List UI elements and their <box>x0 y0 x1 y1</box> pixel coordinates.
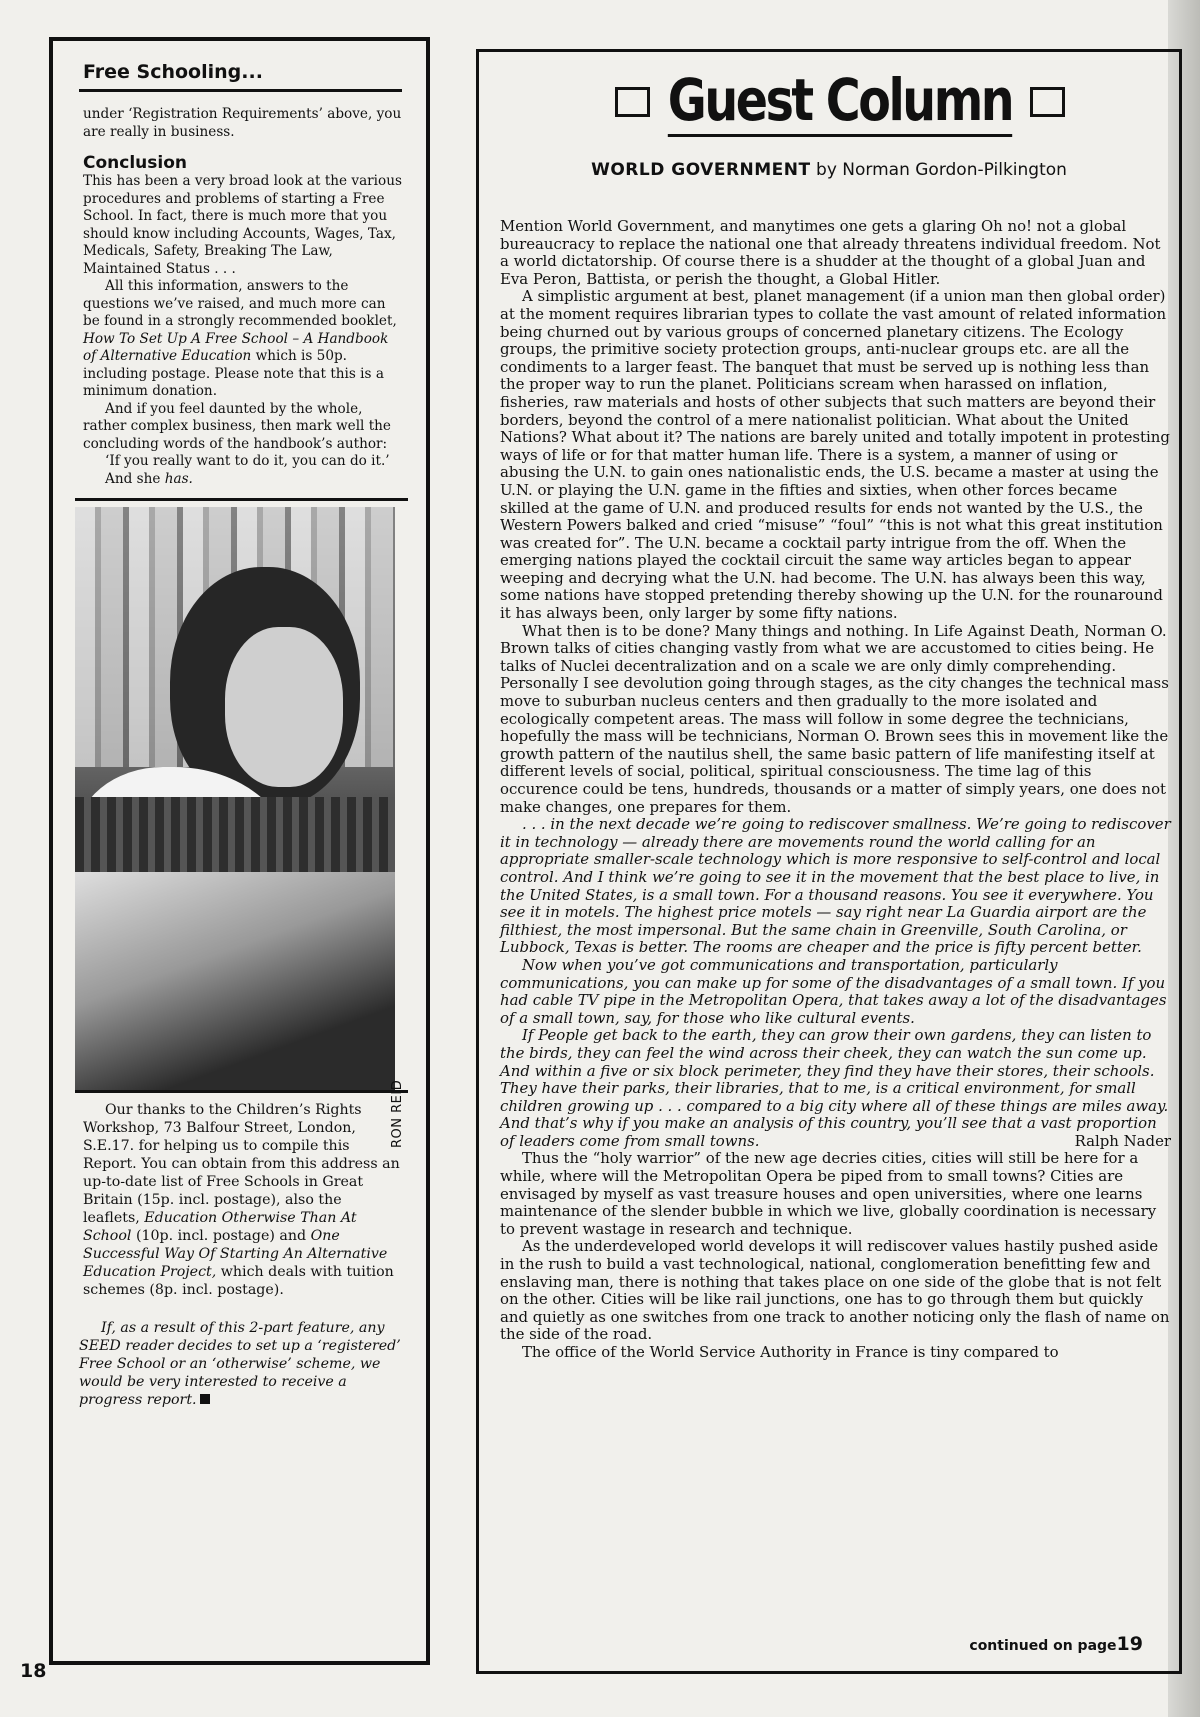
photo-bottom-rule <box>75 1090 408 1093</box>
title-box-right <box>1030 87 1065 117</box>
booklet-paragraph: All this information, answers to the questions we’ve raised, and much more can be found in a strongly recommended booklet, How To Set Up A Free School – A Handbook of Alternative Education which is 50p. including postage. Please note that this is a minimum donation. <box>83 278 397 399</box>
article-paragraph: As the underdeveloped world develops it will rediscover values hastily pushed aside in the rush to build a vast technological, national, conglomeration benefitting few and enslaving man, there is nothing that takes place on one side of the globe that is not felt on the other. Cities will be like rail junctions, one has to go through them but quickly and quietly as one switches from one track to another noticing only the flash of name on the side of the road. <box>500 1237 1170 1344</box>
closing-line: And she has. <box>105 470 193 487</box>
sidebar-box <box>49 37 430 1665</box>
conclusion-heading: Conclusion <box>83 153 187 173</box>
article-paragraph: What then is to be done? Many things and nothing. In Life Against Death, Norman O. Brown talks of cities changing vastly from what we are accustomed to cities being. He talks of Nuclei decentralization and on a scale we are only dimly comprehending. Personally I see devolution going through stages, as the city changes the technical mass move to suburban nucleus centers and then gradually to the more isolated and ecologically competent areas. The mass will follow in some degree the technicians, hopefully the mass will be technicians, Norman O. Brown sees this in movement like the growth pattern of the nautilus shell, the same basic pattern of life manifesting itself at different levels of social, political, spiritual consciousness. The time lag of this occurence could be tens, hundreds, thousands or a matter of simply years, one does not make changes, one prepares for them. <box>500 621 1169 816</box>
daunted-paragraph: And if you feel daunted by the whole, rather complex business, then mark well the concluding words of the handbook’s author: <box>83 400 391 452</box>
column-title <box>615 64 1065 139</box>
sidebar-intro: under ‘Registration Requirements’ above, you are really in business. <box>83 106 402 140</box>
article-body <box>500 218 1171 1362</box>
progress-report-note: If, as a result of this 2-part feature, any SEED reader decides to set up a ‘registered’ Free School or an ‘otherwise’ scheme, we would be very interested to receive a progress report. <box>79 1320 401 1408</box>
child-photo <box>75 507 395 1090</box>
guest-column-box <box>476 49 1182 1674</box>
conclusion-paragraph: This has been a very broad look at the various procedures and problems of starting a Free School. In fact, there is much more that you should know including Accounts, Wages, Tax, Medicals, Safety, Breaking The Law, Maintained Status . . . <box>83 173 402 277</box>
continued-link[interactable]: continued on page19 <box>969 1633 1143 1655</box>
byline: WORLD GOVERNMENT by Norman Gordon-Pilkington <box>591 160 1067 180</box>
quote-paragraph: If People get back to the earth, they can grow their own gardens, they can listen to the birds, they can feel the wind across their cheek, they can watch the sun come up. And within a five or six block perimeter, they find they have their stores, their schools. They have their parks, their libraries, that to me, is a critical environment, for small children growing up . . . compared to a big city where all of these things are miles away. And that’s why if you make an analysis of this country, you’ll see that a vast proportion of leaders come from small towns. <box>500 1026 1169 1150</box>
thanks-paragraph: Our thanks to the Children’s Rights Workshop, 73 Balfour Street, London, S.E.17. for helping us to compile this Report. You can obtain from this address an up-to-date list of Free Schools in Great Britain (15p. incl. postage), also the leaflets, Education Otherwise Than At School (10p. incl. postage) and One Successful Way Of Starting An Alternative Education Project, which deals with tuition schemes (8p. incl. postage). <box>83 1102 400 1298</box>
sidebar-heading: Free Schooling... <box>83 61 263 83</box>
title-box-left <box>615 87 650 117</box>
article-paragraph: A simplistic argument at best, planet management (if a union man then global order) at the moment requires librarian types to collate the vast amount of related information being churned out by various groups of concerned planetary citizens. The Ecology groups, the primitive society protection groups, anti-nuclear groups etc. are all the condiments to a larger feast. The banquet that must be served up is nothing less than the proper way to run the planet. Politicians scream when harassed on inflation, fisheries, raw materials and hosts of other subjects that such matters are beyond their borders, beyond the control of a mere nationalist politician. What about the United Nations? What about it? The nations are barely united and totally impotent in protesting ways of life or for that matter human life. There is a system, a manner of using or abusing the U.N. to gain ones nationalistic ends, the U.S. became a master at using the U.N. or playing the U.N. game in the fifties and sixties, when other forces became skilled at the game of U.N. and produced results for ends not wanted by the U.S., the Western Powers balked and cried “misuse” “foul” “this is not what this great institution was created for”. The U.N. became a cocktail party intrigue from the off. When the emerging nations played the cocktail circuit the same way articles began to appear weeping and decrying what the U.N. had become. The U.N. has always been this way, some nations have stopped pretending thereby showing up the U.N. for the rounaround it has always been, only larger by some fifty nations. <box>500 287 1170 623</box>
quote-author: Ralph Nader <box>1074 1131 1171 1150</box>
end-mark <box>200 1394 210 1404</box>
author-quote: ‘If you really want to do it, you can do it.’ <box>105 453 390 469</box>
booklet-title: How To Set Up A Free School – A Handbook of Alternative Education <box>83 330 389 364</box>
quote-paragraph: Now when you’ve got communications and transportation, particularly communications, you can make up for some of the disadvantages of a small town. If you had cable TV pipe in the Metropolitan Opera, that takes away a lot of the disadvantages of a small town, say, for those who like cultural events. <box>500 955 1167 1027</box>
article-paragraph: Thus the “holy warrior” of the new age decries cities, cities will still be here for a while, where will the Metropolitan Opera be piped from to small towns? Cities are envisaged by myself as vast treasure houses and open universities, where one learns maintenance of the slender bubble in which we live, globally coordination is necessary to prevent wastage in research and technique. <box>500 1149 1157 1238</box>
photo-top-rule <box>75 498 408 501</box>
quote-paragraph: . . . in the next decade we’re going to rediscover smallness. We’re going to rediscover it in technology — already there are movements round the world calling for an appropriate smaller-scale technology which is more responsive to self-control and local control. And I think we’re going to see it in the movement that the best place to live, in the United States, is a small town. For a thousand reasons. You see it everywhere. You see it in motels. The highest price motels — say right near La Guardia airport are the filthiest, the most impersonal. But the same chain in Greenville, South Carolina, or Lubbock, Texas is better. The rooms are cheaper and the price is fifty percent better. <box>500 815 1171 957</box>
photo-credit: RON REID <box>390 1079 405 1148</box>
column-title-text: Guest Column <box>668 66 1012 137</box>
page-number: 18 <box>20 1660 47 1682</box>
heading-rule <box>79 89 402 92</box>
article-paragraph: Mention World Government, and manytimes one gets a glaring Oh no! not a global bureaucracy to replace the national one that already threatens individual freedom. Not a world dictatorship. Of course there is a shudder at the thought of a global Juan and Eva Peron, Battista, or perish the thought, a Global Hitler. <box>500 217 1161 288</box>
article-paragraph: The office of the World Service Authority in France is tiny compared to <box>522 1343 1059 1361</box>
